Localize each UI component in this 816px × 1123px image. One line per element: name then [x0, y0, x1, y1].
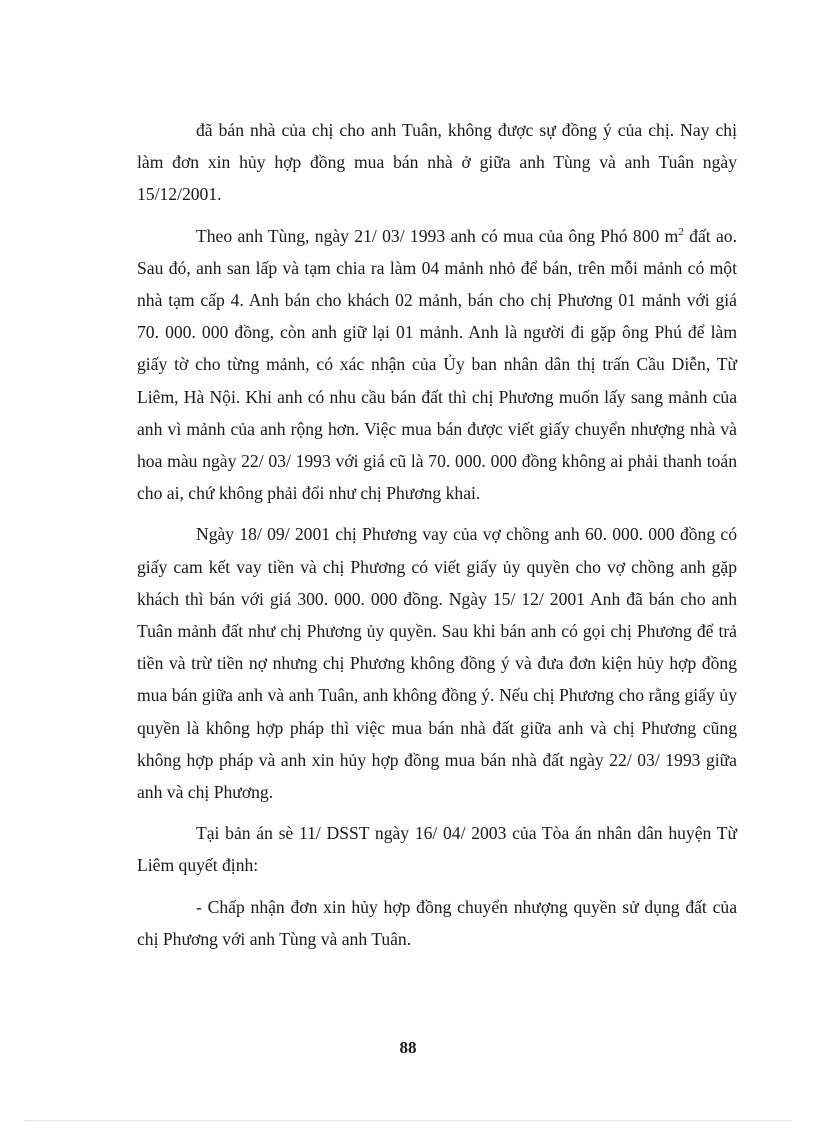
paragraph-1: đã bán nhà của chị cho anh Tuân, không được sự đồng ý của chị. Nay chị làm đơn xin hủy hợp đồng mua bán nhà ở giữa anh Tùng và anh Tuân ngày 15/12/2001. — [137, 120, 737, 205]
page-number: 88 — [399, 1038, 417, 1057]
area-unit-superscript: 2 — [678, 225, 684, 238]
paragraph-2-text-start: Theo anh Tùng, ngày 21/ 03/ 1993 anh có mua của ông Phó 800 m — [196, 225, 679, 246]
paragraph-2-text-end: đất ao. Sau đó, anh san lấp và tạm chia ra làm 04 mảnh nhỏ để bán, trên mỗi mảnh có một nhà tạm cấp 4. Anh bán cho khách 02 mảnh, bán cho chị Phương 01 mảnh với giá 70. 000. 000 đồng, còn anh giữ lại 01 mảnh. Anh là người đi gặp ông Phú để làm giấy tờ cho từng mảnh, có xác nhận của Ủy ban nhân dân thị trấn Cầu Diễn, Từ Liêm, Hà Nội. Khi anh có nhu cầu bán đất thì chị Phương muốn lấy sang mảnh của anh vì mảnh của anh rộng hơn. Việc mua bán được viết giấy chuyển nhượng nhà và hoa màu ngày 22/ 03/ 1993 với giá cũ là 70. 000. 000 đồng không ai phải thanh toán cho ai, chứ không phải đổi như chị Phương khai. — [137, 225, 738, 504]
paragraph-5: - Chấp nhận đơn xin hủy hợp đồng chuyển nhượng quyền sử dụng đất của chị Phương với anh Tùng và anh Tuân. — [137, 896, 737, 949]
paragraph-2 — [137, 220, 737, 510]
footer-divider — [24, 1120, 792, 1121]
paragraph-3: Ngày 18/ 09/ 2001 chị Phương vay của vợ chồng anh 60. 000. 000 đồng có giấy cam kết vay tiền và chị Phương có viết giấy ủy quyền cho vợ chồng anh gặp khách thì bán với giá 300. 000. 000 đồng. Ngày 15/ 12/ 2001 Anh đã bán cho anh Tuân mảnh đất như chị Phương ủy quyền. Sau khi bán anh có gọi chị Phương để trả tiền và trừ tiền nợ nhưng chị Phương không đồng ý và đưa đơn kiện hủy hợp đồng mua bán giữa anh và anh Tuân, anh không đồng ý. Nếu chị Phương cho rằng giấy ủy quyền là không hợp pháp thì việc mua bán nhà đất giữa anh và chị Phương cũng không hợp pháp và anh xin hủy hợp đồng mua bán nhà đất ngày 22/ 03/ 1993 giữa anh và chị Phương. — [137, 524, 737, 803]
body-text — [137, 114, 737, 955]
paragraph-4: Tại bản án sè 11/ DSST ngày 16/ 04/ 2003 của Tòa án nhân dân huyện Từ Liêm quyết định: — [137, 823, 737, 876]
